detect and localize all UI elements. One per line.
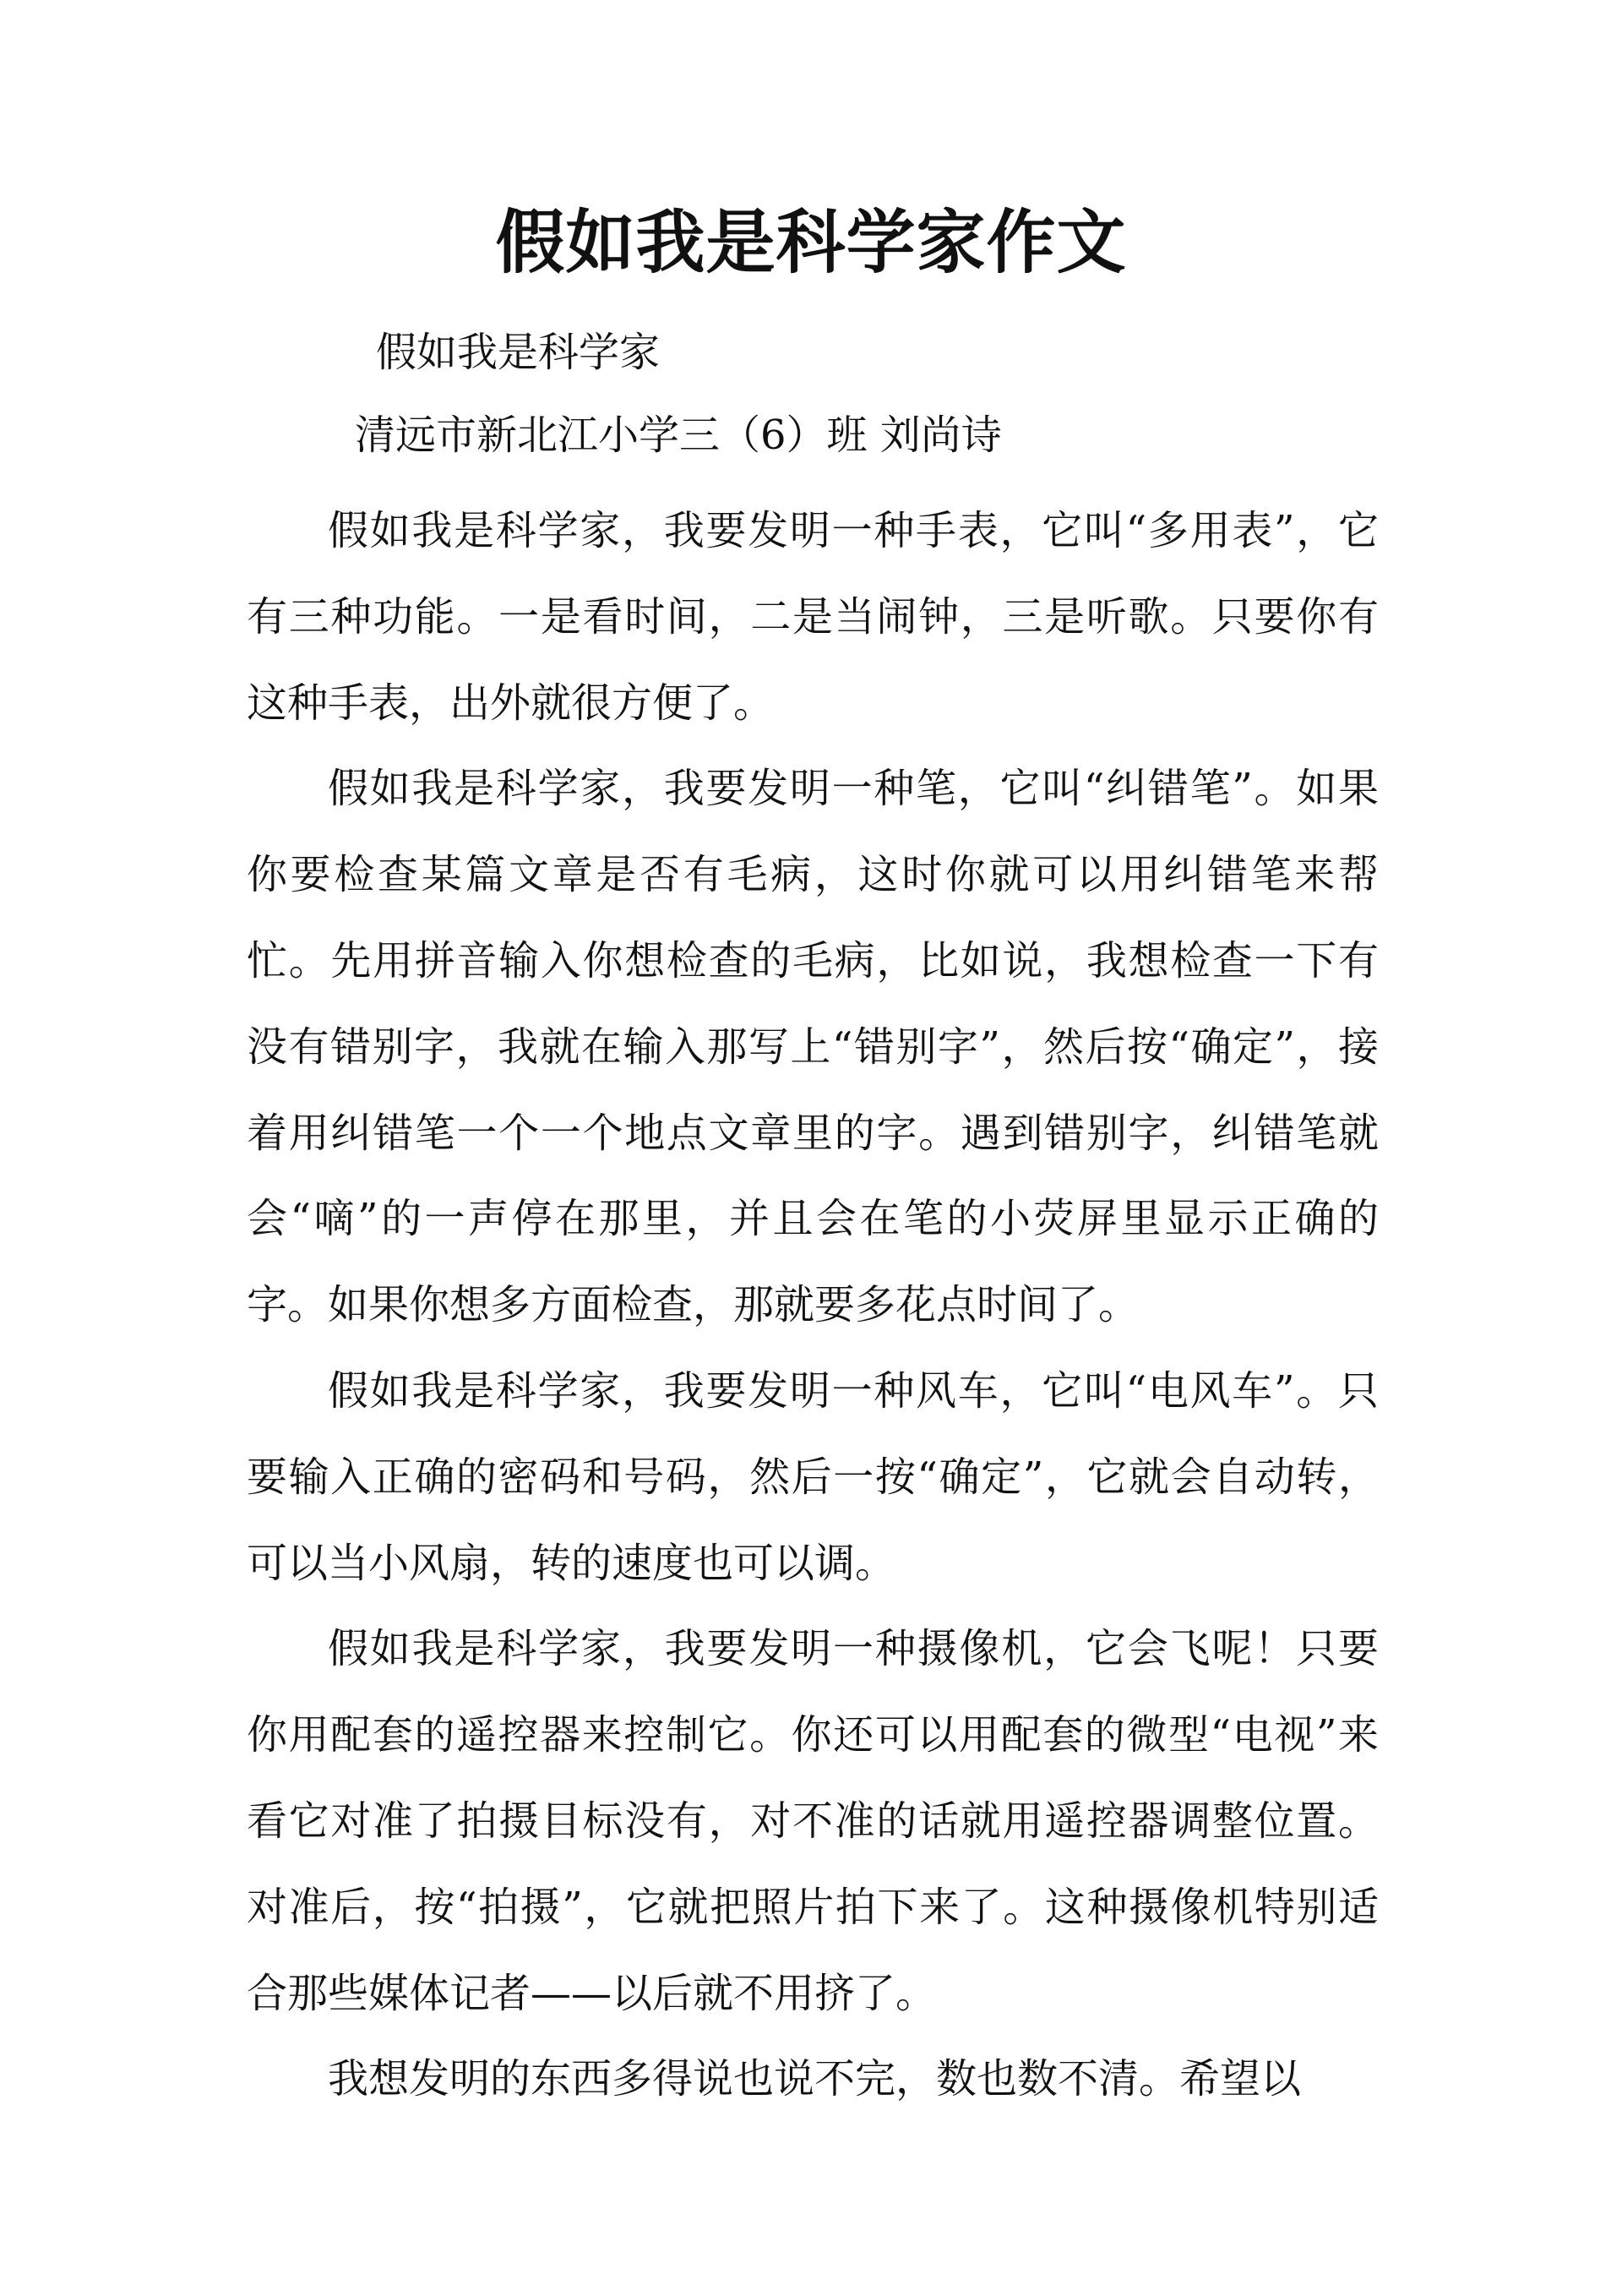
paragraph-closing: 我想发明的东西多得说也说不完，数也数不清。希望以 [328, 2055, 1302, 2103]
paragraph-camera: 假如我是科学家，我要发明一种摄像机，它会飞呢！只要你用配套的遥控器来控制它。你还可以用配套的微型“电视”来看它对准了拍摄目标没有，对不准的话就用遥控器调整位置。对准后，按“拍摄”，它就把照片拍下来了。这种摄像机特别适合那些媒体记者——以后就不用挤了。 [247, 1625, 1379, 2017]
paragraph-watch: 假如我是科学家，我要发明一种手表，它叫“多用表”，它有三种功能。一是看时间，二是当闹钟，三是听歌。只要你有这种手表，出外就很方便了。 [247, 507, 1379, 727]
essay-body [247, 488, 1379, 2123]
author-byline: 清远市新北江小学三（6）班 刘尚诗 [355, 412, 1002, 459]
paragraph-correction-pen: 假如我是科学家，我要发明一种笔，它叫“纠错笔”。如果你要检查某篇文章是否有毛病，这时你就可以用纠错笔来帮忙。先用拼音输入你想检查的毛病，比如说，我想检查一下有没有错别字，我就在输入那写上“错别字”，然后按“确定”，接着用纠错笔一个一个地点文章里的字。遇到错别字，纠错笔就会“嘀”的一声停在那里，并且会在笔的小荧屏里显示正确的字。如果你想多方面检查，那就要多花点时间了。 [247, 765, 1379, 1329]
paragraph-windmill: 假如我是科学家，我要发明一种风车，它叫“电风车”。只要输入正确的密码和号码，然后一按“确定”，它就会自动转，可以当小风扇，转的速度也可以调。 [247, 1366, 1379, 1587]
document-title: 假如我是科学家作文 [495, 202, 1127, 283]
essay-subtitle: 假如我是科学家 [376, 329, 661, 376]
